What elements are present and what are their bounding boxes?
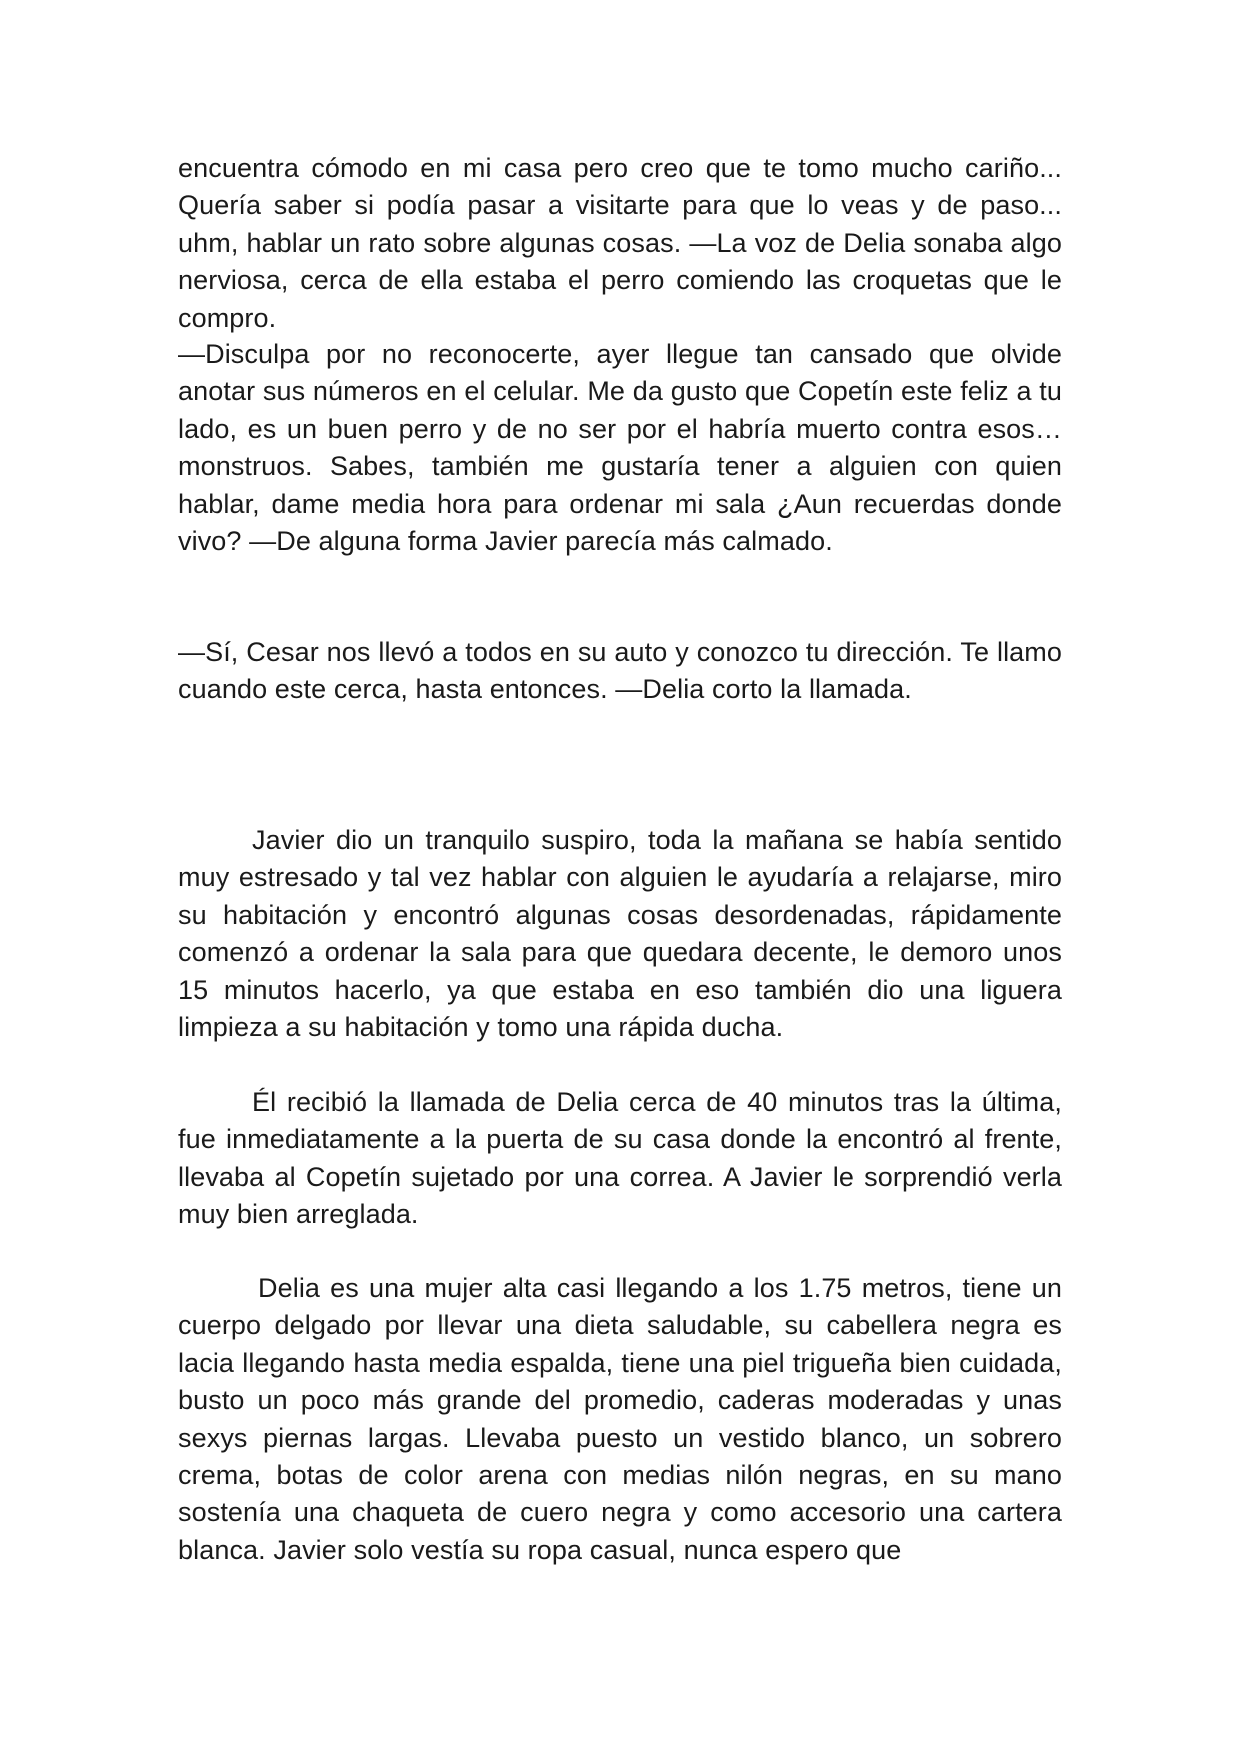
paragraph-5-text: Él recibió la llamada de Delia cerca de 40 minutos tras la última, fue inmediatamente a la puerta de su casa donde la encontró al frente, llevaba al Copetín sujetado por una correa. A Javier le sorprendió verla muy bien arreglada. [178,1087,1062,1230]
paragraph-2-text: —Disculpa por no reconocerte, ayer llegue tan cansado que olvide anotar sus números en el celular. Me da gusto que Copetín este feliz a tu lado, es un buen perro y de no ser por el habría muerto contra esos… monstruos. Sabes, también me gustaría tener a alguien con quien hablar, dame media hora para ordenar mi sala ¿Aun recuerdas donde vivo? —De alguna forma Javier parecía más calmado. [178,339,1062,557]
paragraph-5 [178,1084,1062,1234]
paragraph-6 [178,1270,1062,1569]
paragraph-3 [178,634,1062,709]
paragraph-4-text: Javier dio un tranquilo suspiro, toda la mañana se había sentido muy estresado y tal vez hablar con alguien le ayudaría a relajarse, miro su habitación y encontró algunas cosas desordenadas, rápidamente comenzó a ordenar la sala para que quedara decente, le demoro unos 15 minutos hacerlo, ya que estaba en eso también dio una liguera limpieza a su habitación y tomo una rápida ducha. [178,825,1062,1043]
paragraph-4 [178,822,1062,1046]
paragraph-3-text: —Sí, Cesar nos llevó a todos en su auto y conozco tu dirección. Te llamo cuando este cerca, hasta entonces. —Delia corto la llamada. [178,637,1062,705]
paragraph-6-text: Delia es una mujer alta casi llegando a los 1.75 metros, tiene un cuerpo delgado por llevar una dieta saludable, su cabellera negra es lacia llegando hasta media espalda, tiene una piel trigueña bien cuidada, busto un poco más grande del promedio, caderas moderadas y unas sexys piernas largas. Llevaba puesto un vestido blanco, un sobrero crema, botas de color arena con medias nilón negras, en su mano sostenía una chaqueta de cuero negra y como accesorio una cartera blanca. Javier solo vestía su ropa casual, nunca espero que [178,1273,1062,1565]
paragraph-1 [178,150,1062,337]
paragraph-1-text: encuentra cómodo en mi casa pero creo que te tomo mucho cariño... Quería saber si podía pasar a visitarte para que lo veas y de paso... uhm, hablar un rato sobre algunas cosas. —La voz de Delia sonaba algo nerviosa, cerca de ella estaba el perro comiendo las croquetas que le compro. [178,153,1062,333]
paragraph-2 [178,336,1062,560]
